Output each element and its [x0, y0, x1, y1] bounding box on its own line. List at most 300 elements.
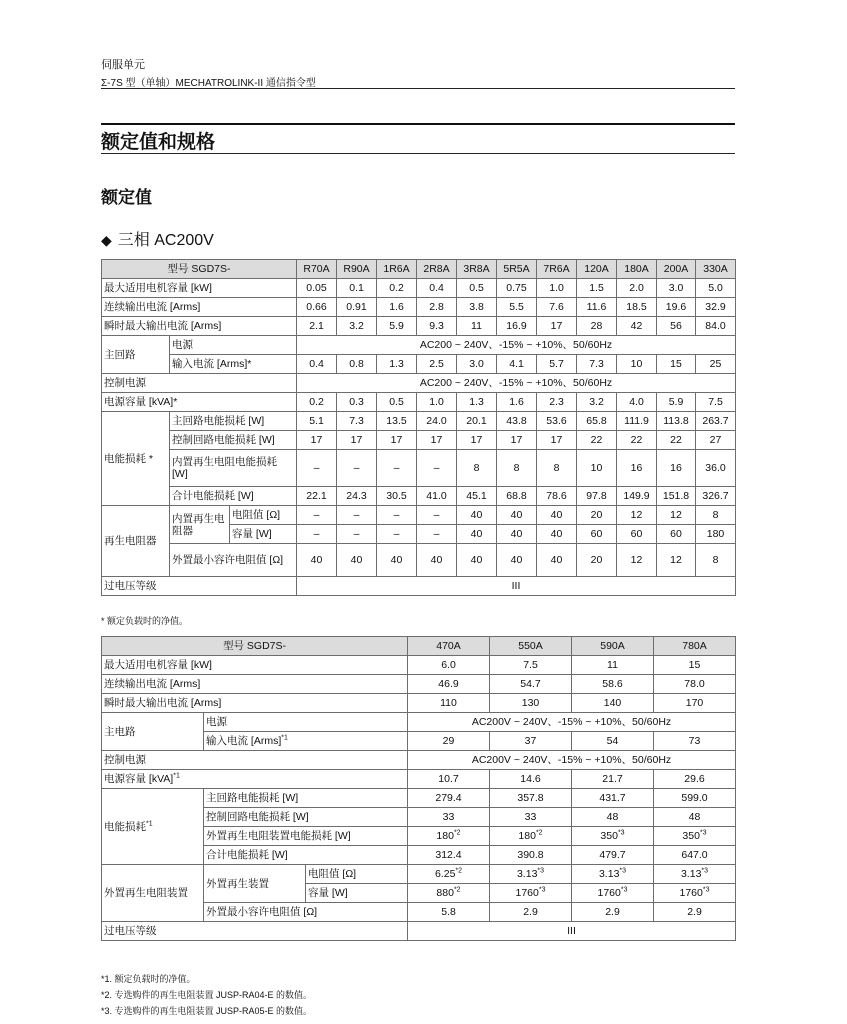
row-sublabel: 外置最小容许电阻值 [Ω]: [204, 903, 408, 922]
row-label: 最大适用电机容量 [kW]: [102, 279, 297, 298]
table-cell: 53.6: [537, 412, 577, 431]
table-row: [102, 298, 736, 317]
table-cell: 17: [337, 431, 377, 450]
footnote-mark: *3: [702, 886, 710, 894]
table2-footnote-1: *1. 额定负载时的净值。: [101, 974, 196, 984]
table-cell: 11.6: [577, 298, 617, 317]
table-cell: 1.3: [377, 355, 417, 374]
table-cell: 60: [577, 525, 617, 544]
table-cell: 40: [417, 544, 457, 577]
footnote-mark: *2: [535, 829, 543, 837]
table-cell: 11: [457, 317, 497, 336]
table-row: [102, 393, 736, 412]
cell-value: 350: [600, 830, 618, 842]
row-label: [102, 770, 408, 789]
table-cell: 8: [537, 450, 577, 487]
table-cell: 37: [490, 732, 572, 751]
table-cell: 17: [297, 431, 337, 450]
row-sublabel: 输入电流 [Arms]*: [170, 355, 297, 374]
row-sublabel: 主回路电能损耗 [W]: [170, 412, 297, 431]
table-cell: 16: [617, 450, 657, 487]
row-group-label: 再生电阻器: [102, 506, 170, 577]
model-cell: 5R5A: [497, 260, 537, 279]
table-cell: 40: [457, 506, 497, 525]
table-cell: 8: [696, 544, 736, 577]
model-cell: 120A: [577, 260, 617, 279]
table-cell: [490, 865, 572, 884]
table-cell: 60: [657, 525, 696, 544]
table-cell: 22: [577, 431, 617, 450]
footnote-mark: *3: [619, 867, 627, 875]
table-cell: 16.9: [497, 317, 537, 336]
table-cell: 33: [408, 808, 490, 827]
table-cell: 2.8: [417, 298, 457, 317]
row-sublabel: 电源: [204, 713, 408, 732]
footnote-mark: *3: [620, 886, 628, 894]
table-cell: 40: [497, 544, 537, 577]
table-cell: 54: [572, 732, 654, 751]
merged-value: AC200 ~ 240V、-15% ~ +10%、50/60Hz: [297, 374, 736, 393]
table-cell: 279.4: [408, 789, 490, 808]
header-model-series: Σ-7S 型（单轴）MECHATROLINK-II 通信指令型: [101, 78, 316, 89]
table-row: [102, 506, 736, 525]
table-cell: 40: [337, 544, 377, 577]
row-group-label-text: 电能损耗: [104, 820, 146, 833]
section-title: 额定值和规格: [101, 132, 216, 153]
table-cell: [490, 884, 572, 903]
table-cell: 78.6: [537, 487, 577, 506]
table-cell: 599.0: [654, 789, 736, 808]
table-cell: 149.9: [617, 487, 657, 506]
table-cell: 97.8: [577, 487, 617, 506]
header-product-line: 伺服单元: [101, 59, 145, 71]
table-cell: 113.8: [657, 412, 696, 431]
table-cell: [572, 884, 654, 903]
table-cell: 24.0: [417, 412, 457, 431]
table-cell: –: [377, 506, 417, 525]
table-cell: 12: [617, 544, 657, 577]
row-sublabel: 主回路电能损耗 [W]: [204, 789, 408, 808]
model-cell: 3R8A: [457, 260, 497, 279]
table-cell: 170: [654, 694, 736, 713]
table-cell: 40: [457, 525, 497, 544]
table-cell: 40: [457, 544, 497, 577]
row-group-label: 主回路: [102, 336, 170, 374]
footnote-mark: *2: [453, 886, 461, 894]
table-cell: 3.8: [457, 298, 497, 317]
table-row: [102, 865, 736, 884]
table-cell: 40: [497, 506, 537, 525]
model-cell: R90A: [337, 260, 377, 279]
row-label: 过电压等级: [102, 577, 297, 596]
table-cell: 2.3: [537, 393, 577, 412]
row-sublabel: 外置最小容许电阻值 [Ω]: [170, 544, 297, 577]
model-cell: 2R8A: [417, 260, 457, 279]
table-cell: 60: [617, 525, 657, 544]
model-cell: 1R6A: [377, 260, 417, 279]
table-row: [102, 770, 736, 789]
row-label: 控制电源: [102, 374, 297, 393]
table-cell: 2.5: [417, 355, 457, 374]
table-cell: 3.0: [657, 279, 696, 298]
model-cell: R70A: [297, 260, 337, 279]
table-cell: 0.1: [337, 279, 377, 298]
row-sublabel: 内置再生电阻器: [170, 506, 230, 544]
table-cell: 5.9: [377, 317, 417, 336]
table-cell: 12: [657, 506, 696, 525]
footnote-mark: *3: [701, 867, 709, 875]
section-rule-top: [101, 123, 735, 125]
table-cell: 21.7: [572, 770, 654, 789]
table-cell: 28: [577, 317, 617, 336]
table-cell: 263.7: [696, 412, 736, 431]
table-cell: –: [337, 450, 377, 487]
row-label: 控制电源: [102, 751, 408, 770]
table-cell: 1.6: [377, 298, 417, 317]
table-row: [102, 713, 736, 732]
table-cell: [654, 865, 736, 884]
table-cell: 7.3: [337, 412, 377, 431]
table-cell: 8: [497, 450, 537, 487]
table-row: [102, 577, 736, 596]
table-cell: 40: [537, 525, 577, 544]
model-label: 型号 SGD7S-: [102, 260, 297, 279]
row-sublabel-text: 输入电流 [Arms]: [206, 735, 282, 747]
table-cell: 17: [497, 431, 537, 450]
table-cell: 7.6: [537, 298, 577, 317]
table-cell: 3.0: [457, 355, 497, 374]
table-cell: 41.0: [417, 487, 457, 506]
table-cell: 111.9: [617, 412, 657, 431]
table-row: [102, 450, 736, 487]
table-cell: 16: [657, 450, 696, 487]
table-cell: 32.9: [696, 298, 736, 317]
model-cell: 180A: [617, 260, 657, 279]
row-label: 瞬时最大输出电流 [Arms]: [102, 317, 297, 336]
row-sublabel: 内置再生电阻电能损耗 [W]: [170, 450, 297, 487]
subsection-title: 额定值: [101, 188, 152, 207]
cell-value: 3.13: [516, 868, 538, 880]
table-header-row: [102, 260, 736, 279]
table-cell: 15: [654, 656, 736, 675]
table-row: [102, 279, 736, 298]
table-cell: 2.9: [490, 903, 572, 922]
table-row: [102, 487, 736, 506]
table-row: [102, 374, 736, 393]
table-cell: 431.7: [572, 789, 654, 808]
table-header-row: [102, 637, 736, 656]
table-cell: 2.9: [572, 903, 654, 922]
model-cell: 590A: [572, 637, 654, 656]
model-cell: 200A: [657, 260, 696, 279]
row-sublabel: 控制回路电能损耗 [W]: [204, 808, 408, 827]
table-cell: 10: [577, 450, 617, 487]
table-cell: 17: [377, 431, 417, 450]
table-cell: 647.0: [654, 846, 736, 865]
table-cell: [572, 827, 654, 846]
group-title: [101, 227, 214, 250]
table-cell: 22: [657, 431, 696, 450]
table-cell: 2.9: [654, 903, 736, 922]
table-cell: 42: [617, 317, 657, 336]
cell-value: 1760: [597, 887, 621, 899]
table-cell: 4.1: [497, 355, 537, 374]
table-cell: 3.2: [577, 393, 617, 412]
row-sublabel: 容量 [W]: [306, 884, 408, 903]
row-label: 最大适用电机容量 [kW]: [102, 656, 408, 675]
model-cell: 780A: [654, 637, 736, 656]
table-cell: 0.2: [377, 279, 417, 298]
table-cell: [408, 827, 490, 846]
row-sublabel: 电阻值 [Ω]: [230, 506, 297, 525]
table-row: [102, 656, 736, 675]
table-cell: 48: [572, 808, 654, 827]
table-cell: 0.3: [337, 393, 377, 412]
table-cell: 36.0: [696, 450, 736, 487]
row-group-label: 外置再生电阻装置: [102, 865, 204, 922]
row-label: 电源容量 [kVA]*: [102, 393, 297, 412]
table-cell: 8: [696, 506, 736, 525]
table-cell: 40: [537, 544, 577, 577]
table-cell: 40: [537, 506, 577, 525]
row-sublabel: 电源: [170, 336, 297, 355]
table-cell: 40: [377, 544, 417, 577]
table-cell: 12: [657, 544, 696, 577]
table-cell: 17: [417, 431, 457, 450]
table-cell: 27: [696, 431, 736, 450]
row-sublabel: 外置再生电阻装置电能损耗 [W]: [204, 827, 408, 846]
table-cell: 20: [577, 506, 617, 525]
merged-value: AC200V ~ 240V、-15% ~ +10%、50/60Hz: [408, 713, 736, 732]
footnote-mark: *2: [453, 829, 461, 837]
table-cell: 29.6: [654, 770, 736, 789]
table-cell: 151.8: [657, 487, 696, 506]
table-cell: 3.2: [337, 317, 377, 336]
merged-value: III: [297, 577, 736, 596]
table-row: [102, 431, 736, 450]
rating-table-small: [101, 259, 736, 596]
model-cell: 550A: [490, 637, 572, 656]
cell-value: 180: [518, 830, 536, 842]
table-row: [102, 922, 736, 941]
cell-value: 880: [436, 887, 454, 899]
table-cell: –: [297, 450, 337, 487]
cell-value: 6.25: [434, 868, 456, 880]
table-cell: 0.66: [297, 298, 337, 317]
table-cell: –: [297, 506, 337, 525]
row-label: 过电压等级: [102, 922, 408, 941]
table-cell: 1.0: [537, 279, 577, 298]
section-rule-bottom: [101, 153, 735, 154]
row-sublabel: 合计电能损耗 [W]: [170, 487, 297, 506]
table-cell: [572, 865, 654, 884]
table-cell: 19.6: [657, 298, 696, 317]
table-cell: 17: [537, 317, 577, 336]
table-cell: 48: [654, 808, 736, 827]
table-cell: 1.5: [577, 279, 617, 298]
table-cell: 0.91: [337, 298, 377, 317]
table-cell: 43.8: [497, 412, 537, 431]
table-cell: 54.7: [490, 675, 572, 694]
table-cell: 22: [617, 431, 657, 450]
table-cell: [654, 827, 736, 846]
row-group-label: [102, 789, 204, 865]
model-label: 型号 SGD7S-: [102, 637, 408, 656]
table2-footnote-3: *3. 专选购件的再生电阻装置 JUSP-RA05-E 的数值。: [101, 1006, 313, 1016]
table-cell: 33: [490, 808, 572, 827]
table-cell: [408, 865, 490, 884]
table-cell: 0.75: [497, 279, 537, 298]
footnote-mark: *1: [173, 772, 180, 780]
table-cell: 65.8: [577, 412, 617, 431]
table-cell: 0.5: [457, 279, 497, 298]
table-cell: –: [417, 450, 457, 487]
merged-value: III: [408, 922, 736, 941]
table-cell: 68.8: [497, 487, 537, 506]
table-row: [102, 675, 736, 694]
table-row: [102, 412, 736, 431]
table-cell: 5.9: [657, 393, 696, 412]
table-cell: 1.0: [417, 393, 457, 412]
cell-value: 350: [682, 830, 700, 842]
table-cell: 0.4: [297, 355, 337, 374]
table-row: [102, 789, 736, 808]
table-cell: 110: [408, 694, 490, 713]
table-cell: 56: [657, 317, 696, 336]
table-cell: 8: [457, 450, 497, 487]
table-cell: 58.6: [572, 675, 654, 694]
table-cell: 5.1: [297, 412, 337, 431]
table-cell: 479.7: [572, 846, 654, 865]
table-cell: 0.8: [337, 355, 377, 374]
table-cell: –: [297, 525, 337, 544]
model-cell: 7R6A: [537, 260, 577, 279]
table-cell: –: [337, 506, 377, 525]
table-row: [102, 544, 736, 577]
table-cell: 180: [696, 525, 736, 544]
diamond-bullet-icon: ◆: [101, 232, 112, 248]
table-cell: 7.5: [490, 656, 572, 675]
table-cell: 18.5: [617, 298, 657, 317]
footnote-mark: *2: [455, 867, 463, 875]
table2-footnote-2: *2. 专选购件的再生电阻装置 JUSP-RA04-E 的数值。: [101, 990, 313, 1000]
row-sublabel: 容量 [W]: [230, 525, 297, 544]
table-cell: 5.7: [537, 355, 577, 374]
table-cell: 10: [617, 355, 657, 374]
row-group-label: 主电路: [102, 713, 204, 751]
cell-value: 3.13: [680, 868, 702, 880]
row-sublabel: 控制回路电能损耗 [W]: [170, 431, 297, 450]
table-cell: 15: [657, 355, 696, 374]
table-cell: 7.3: [577, 355, 617, 374]
table-cell: –: [417, 506, 457, 525]
table-cell: 20: [577, 544, 617, 577]
table-cell: 0.05: [297, 279, 337, 298]
table-cell: 9.3: [417, 317, 457, 336]
cell-value: 1760: [515, 887, 539, 899]
row-sublabel: [204, 732, 408, 751]
table-cell: 10.7: [408, 770, 490, 789]
table-cell: –: [337, 525, 377, 544]
footnote-mark: *3: [537, 867, 545, 875]
table-cell: 84.0: [696, 317, 736, 336]
table-row: [102, 336, 736, 355]
table-cell: 20.1: [457, 412, 497, 431]
table1-footnote: * 额定负载时的净值。: [101, 616, 189, 626]
header-rule: [101, 88, 735, 89]
table-cell: 140: [572, 694, 654, 713]
table-cell: 13.5: [377, 412, 417, 431]
table-cell: 40: [497, 525, 537, 544]
footnote-mark: *3: [699, 829, 707, 837]
table-cell: 2.1: [297, 317, 337, 336]
group-title-text: 三相 AC200V: [117, 232, 214, 249]
table-cell: 5.5: [497, 298, 537, 317]
table-cell: 357.8: [490, 789, 572, 808]
table-cell: 17: [457, 431, 497, 450]
table-cell: 73: [654, 732, 736, 751]
row-label: 连续输出电流 [Arms]: [102, 298, 297, 317]
row-label: 瞬时最大输出电流 [Arms]: [102, 694, 408, 713]
table-cell: 5.0: [696, 279, 736, 298]
table-cell: 14.6: [490, 770, 572, 789]
footnote-mark: *1: [281, 734, 288, 742]
merged-value: AC200V ~ 240V、-15% ~ +10%、50/60Hz: [408, 751, 736, 770]
merged-value: AC200 ~ 240V、-15% ~ +10%、50/60Hz: [297, 336, 736, 355]
table-cell: 30.5: [377, 487, 417, 506]
row-sublabel: 合计电能损耗 [W]: [204, 846, 408, 865]
table-cell: 12: [617, 506, 657, 525]
table-cell: 4.0: [617, 393, 657, 412]
model-cell: 470A: [408, 637, 490, 656]
footnote-mark: *1: [146, 820, 153, 827]
table-cell: 2.0: [617, 279, 657, 298]
table-cell: 17: [537, 431, 577, 450]
row-label-text: 电源容量 [kVA]: [104, 773, 174, 785]
table-cell: 25: [696, 355, 736, 374]
table-cell: 45.1: [457, 487, 497, 506]
table-cell: 1.3: [457, 393, 497, 412]
cell-value: 3.13: [598, 868, 620, 880]
table-row: [102, 317, 736, 336]
row-label: 连续输出电流 [Arms]: [102, 675, 408, 694]
rating-table-large: [101, 636, 736, 941]
table-cell: 5.8: [408, 903, 490, 922]
table-cell: –: [417, 525, 457, 544]
table-cell: –: [377, 450, 417, 487]
table-row: [102, 694, 736, 713]
table-row: [102, 751, 736, 770]
table-cell: 22.1: [297, 487, 337, 506]
table-cell: [490, 827, 572, 846]
table-cell: 40: [297, 544, 337, 577]
row-sublabel: 电阻值 [Ω]: [306, 865, 408, 884]
table-cell: [408, 884, 490, 903]
table-cell: 1.6: [497, 393, 537, 412]
table-cell: 130: [490, 694, 572, 713]
table-cell: 0.2: [297, 393, 337, 412]
cell-value: 180: [436, 830, 454, 842]
row-group-label: 电能损耗 *: [102, 412, 170, 506]
model-cell: 330A: [696, 260, 736, 279]
table-row: [102, 355, 736, 374]
table-cell: 312.4: [408, 846, 490, 865]
table-cell: [654, 884, 736, 903]
footnote-mark: *3: [617, 829, 625, 837]
table-cell: 24.3: [337, 487, 377, 506]
table-cell: 0.5: [377, 393, 417, 412]
table-cell: 6.0: [408, 656, 490, 675]
